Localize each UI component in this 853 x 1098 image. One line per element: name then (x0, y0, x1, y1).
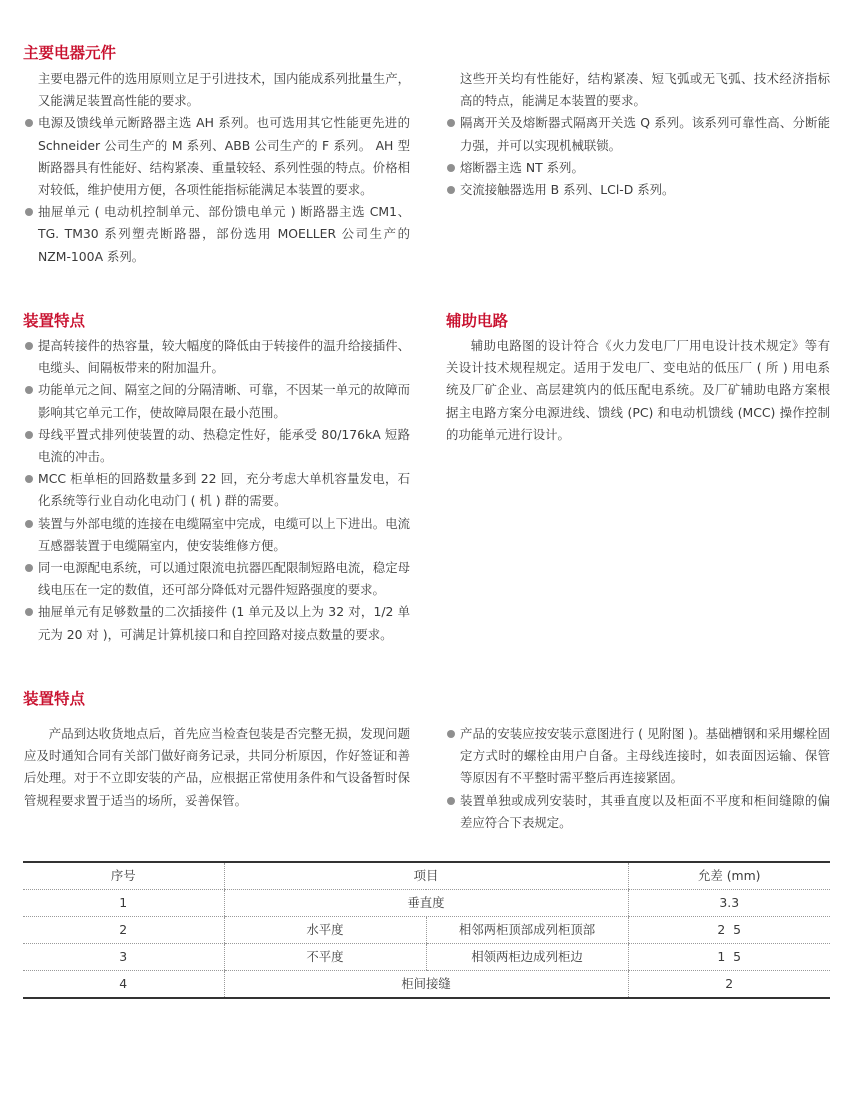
installation-right-column (446, 723, 830, 834)
bullet-text: 熔断器主选 NT 系列。 (460, 159, 584, 175)
bullet-icon (25, 208, 33, 216)
bullet-icon (25, 564, 33, 572)
bullet-text: 同一电源配电系统，可以通过限流电抗器匹配限制短路电流，稳定母线电压在一定的数值，还可部分降低对元器件短路强度的要求。 (38, 560, 410, 598)
features-column (24, 335, 410, 646)
tolerance-table (23, 861, 830, 999)
bullet-text: 抽屉单元有足够数量的二次插接件 (1 单元及以上为 32 对，1/2 单元为 20 对 )，可满足计算机接口和自控回路对接点数量的要求。 (38, 604, 410, 642)
bullet-icon (25, 431, 33, 439)
bullet-icon (447, 119, 455, 127)
cell-tolerance: 3.3 (628, 890, 830, 917)
bullet-text: 产品的安装应按安装示意图进行 ( 见附图 )。基础槽钢和采用螺栓固定方式时的螺栓由用户自备。主母线连接时，如表面因运输、保管等原因有不平整时需平整后再连接紧固。 (460, 726, 830, 786)
table-header-row (23, 862, 830, 890)
bullet-icon (25, 475, 33, 483)
cell-tolerance: 2 (628, 971, 830, 999)
bullet-icon (447, 730, 455, 738)
list-item (446, 112, 830, 156)
cell-item: 不平度 (224, 944, 426, 971)
list-item (24, 379, 410, 423)
bullet-text: 提高转接件的热容量，较大幅度的降低由于转接件的温升给接插件、电缆头、间隔板带来的附加温升。 (38, 338, 410, 376)
bullet-text: 电源及馈线单元断路器主选 AH 系列。也可选用其它性能更先进的 Schneider 公司生产的 M 系列、ABB 公司生产的 F 系列。 AH 型断路器具有性能好、结构紧凑、重量较轻、系列性强的特点。价格相对较低，维护使用方便，各项性能指标能满足本装置的要求。 (38, 115, 410, 198)
cell-item: 水平度 (224, 917, 426, 944)
bullet-icon (447, 797, 455, 805)
bullet-icon (447, 186, 455, 194)
list-item (24, 513, 410, 557)
list-item (24, 557, 410, 601)
cell-subitem: 相邻两柜顶部成列柜顶部 (426, 917, 628, 944)
section-title-installation: 装置特点 (23, 690, 86, 708)
auxiliary-circuit-body: 辅助电路图的设计符合《火力发电厂厂用电设计技术规定》等有关设计技术规程规定。适用于发电厂、变电站的低压厂 ( 所 ) 用电系统及厂矿企业、高层建筑内的低压配电系统。及厂矿辅助电路方案根据主电路方案分电源进线、馈线 (PC) 和电动机馈线 (MCC) 操作控制的功能单元进行设计。 (446, 338, 830, 442)
bullet-text: 装置与外部电缆的连接在电缆隔室中完成，电缆可以上下进出。电流互感器装置于电缆隔室内，使安装维修方便。 (38, 515, 410, 553)
bullet-text: 功能单元之间、隔室之间的分隔清晰、可靠，不因某一单元的故障而影响其它单元工作，使故障局限在最小范围。 (38, 382, 410, 420)
section-title-main-components: 主要电器元件 (23, 44, 117, 62)
bullet-icon (447, 164, 455, 172)
bullet-text: 母线平置式排列使装置的动、热稳定性好，能承受 80/176kA 短路电流的冲击。 (38, 426, 410, 465)
list-item (24, 112, 410, 201)
main-components-right-column (446, 68, 830, 201)
table-row (23, 890, 830, 917)
cell-item: 柜间接缝 (224, 971, 628, 999)
main-components-intro: 主要电器元件的选用原则立足于引进技术，国内能成系列批量生产，又能满足装置高性能的要求。 (38, 71, 410, 109)
installation-left-column (24, 723, 410, 812)
list-item (24, 601, 410, 645)
auxiliary-circuit-column (446, 335, 830, 446)
cell-tolerance: 1 5 (628, 944, 830, 971)
list-item (24, 201, 410, 268)
table-row (23, 917, 830, 944)
table-row (23, 971, 830, 999)
cell-subitem: 相领两柜边成列柜边 (426, 944, 628, 971)
table-row (23, 944, 830, 971)
bullet-icon (25, 119, 33, 127)
cell-item: 垂直度 (224, 890, 628, 917)
cell-serial: 3 (23, 944, 224, 971)
header-item: 项目 (224, 862, 628, 890)
list-item (446, 790, 830, 834)
list-item (24, 335, 410, 379)
bullet-text: 隔离开关及熔断器式隔离开关选 Q 系列。该系列可靠性高、分断能力强，并可以实现机械联锁。 (460, 115, 830, 153)
bullet-icon (25, 608, 33, 616)
bullet-text: 抽屉单元 ( 电动机控制单元、部份馈电单元 ) 断路器主选 CM1、TG. TM30 系列塑壳断路器，部份选用 MOELLER 公司生产的 NZM-100A 系列。 (38, 204, 410, 264)
cell-serial: 4 (23, 971, 224, 999)
main-components-right-intro: 这些开关均有性能好，结构紧凑、短飞弧或无飞弧、技术经济指标高的特点，能满足本装置的要求。 (460, 71, 830, 109)
bullet-icon (25, 520, 33, 528)
main-components-left-column (24, 68, 410, 268)
section-title-auxiliary-circuit: 辅助电路 (446, 312, 509, 330)
list-item (446, 157, 830, 179)
bullet-text: MCC 柜单柜的回路数量多到 22 回，充分考虑大单机容量发电，石化系统等行业自动化电动门 ( 机 ) 群的需要。 (38, 471, 410, 509)
bullet-icon (25, 342, 33, 350)
section-title-features: 装置特点 (23, 312, 86, 330)
cell-serial: 1 (23, 890, 224, 917)
list-item (446, 723, 830, 790)
header-serial: 序号 (23, 862, 224, 890)
bullet-text: 交流接触器选用 B 系列、LCl-D 系列。 (460, 182, 675, 198)
bullet-icon (25, 386, 33, 394)
list-item (446, 179, 830, 201)
list-item (24, 424, 410, 468)
cell-serial: 2 (23, 917, 224, 944)
installation-left-body: 产品到达收货地点后，首先应当检查包装是否完整无损，发现问题应及时通知合同有关部门做好商务记录，共同分析原因，作好签证和善后处理。对于不立即安装的产品，应根据正常使用条件和气设备暂时保管规程要求置于适当的场所，妥善保管。 (24, 726, 410, 808)
list-item (24, 468, 410, 512)
header-tolerance: 允差 (mm) (628, 862, 830, 890)
bullet-text: 装置单独或成列安装时，其垂直度以及柜面不平度和柜间缝隙的偏差应符合下表规定。 (460, 792, 830, 830)
cell-tolerance: 2 5 (628, 917, 830, 944)
